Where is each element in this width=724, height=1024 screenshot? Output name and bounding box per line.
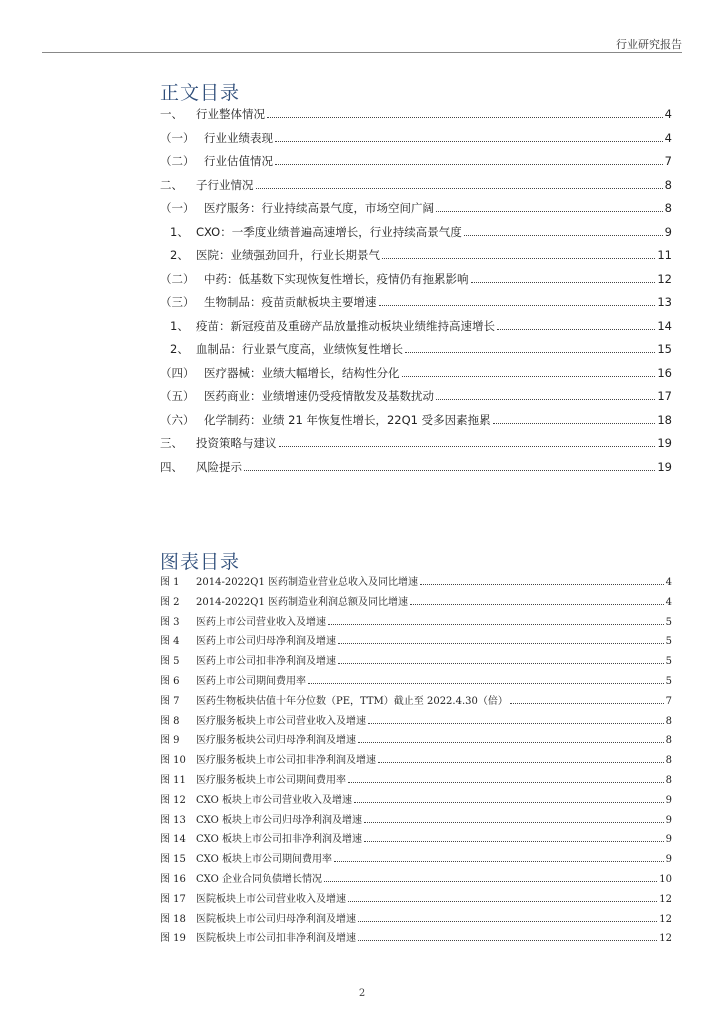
toc-entry-number: （四） [160, 365, 195, 380]
figure-entry-number: 图 3 [160, 616, 180, 628]
toc-entry-number: （二） [160, 154, 195, 168]
dot-leader [358, 921, 657, 922]
figure-entry-page: 8 [665, 715, 672, 727]
toc-entry-text: 血制品：行业景气度高，业绩恢复性增长 [196, 342, 403, 356]
toc-entry-page: 19 [657, 436, 672, 450]
figure-entry[interactable] [160, 791, 672, 811]
figure-entry[interactable] [160, 632, 672, 652]
dot-leader [405, 352, 655, 353]
toc-entry-text: 医疗服务：行业持续高景气度，市场空间广阔 [204, 201, 434, 215]
figure-entry-number: 图 15 [160, 854, 186, 866]
toc-entry[interactable] [160, 459, 672, 483]
figure-entry-text: 2014-2022Q1 医药制造业利润总额及同比增速 [196, 596, 409, 608]
figure-entry[interactable] [160, 850, 672, 870]
dot-leader [275, 164, 663, 165]
toc-entry-page: 18 [657, 412, 672, 427]
toc-entry-text: 行业估值情况 [204, 154, 273, 168]
dot-leader [379, 305, 656, 306]
toc-entry-text: 投资策略与建议 [196, 436, 277, 450]
figure-entry-page: 4 [665, 577, 672, 588]
toc-entry-page: 8 [664, 177, 672, 192]
figure-entry-text: 医疗服务板块公司归母净利润及增速 [196, 735, 356, 747]
toc-entry-number: 三、 [160, 436, 183, 450]
toc-list [160, 106, 672, 482]
figure-entry-page: 7 [665, 695, 672, 707]
figure-entry[interactable] [160, 929, 672, 949]
toc-entry-number: 二、 [160, 177, 183, 192]
toc-entry-number: （一） [160, 130, 195, 145]
header-divider [42, 52, 682, 53]
figure-entry[interactable] [160, 692, 672, 712]
figure-entry-text: CXO 板块上市公司期间费用率 [196, 854, 332, 866]
figure-entry-number: 图 19 [160, 933, 186, 945]
toc-entry-page: 8 [664, 201, 672, 215]
toc-entry-page: 4 [664, 130, 672, 145]
figure-entry-text: 医院板块上市公司扣非净利润及增速 [196, 933, 356, 945]
toc-entry-text: 生物制品：疫苗贡献板块主要增速 [204, 295, 377, 309]
dot-leader [354, 802, 664, 803]
dot-leader [510, 703, 664, 704]
toc-entry[interactable] [160, 294, 672, 318]
dot-leader [275, 141, 663, 142]
figure-entry-page: 5 [665, 616, 672, 628]
dot-leader [364, 822, 664, 823]
toc-entry-page: 11 [657, 248, 672, 262]
toc-entry-page: 15 [657, 342, 672, 356]
dot-leader [348, 901, 657, 902]
dot-leader [410, 604, 664, 605]
dot-leader [497, 329, 655, 330]
toc-entry-page: 17 [657, 389, 672, 403]
dot-leader [328, 624, 664, 625]
dot-leader [279, 446, 656, 447]
figure-entry-text: 医院板块上市公司营业收入及增速 [196, 893, 346, 905]
figure-entry-text: 医药上市公司期间费用率 [196, 675, 306, 687]
figure-entry-page: 5 [665, 636, 672, 648]
toc-entry-page: 13 [657, 295, 672, 309]
dot-leader [382, 258, 655, 259]
figure-entry[interactable] [160, 672, 672, 692]
figure-entry[interactable] [160, 731, 672, 751]
toc-entry-number: 1、 [170, 224, 189, 239]
toc-entry-number: （二） [160, 271, 195, 286]
figure-entry-text: CXO 企业合同负债增长情况 [196, 873, 322, 885]
toc-entry-text: 风险提示 [196, 459, 242, 474]
dot-leader [436, 211, 663, 212]
dot-leader [364, 841, 664, 842]
figure-entry-page: 12 [659, 893, 672, 905]
dot-leader [348, 782, 664, 783]
toc-entry-page: 9 [664, 224, 672, 239]
toc-entry[interactable] [160, 341, 672, 365]
toc-entry-number: （六） [160, 412, 195, 427]
toc-entry-number: （三） [160, 295, 195, 309]
figure-entry-number: 图 7 [160, 695, 180, 707]
figure-entry-text: CXO 板块上市公司归母净利润及增速 [196, 814, 362, 826]
toc-entry-text: 子行业情况 [196, 177, 254, 192]
toc-entry[interactable] [160, 224, 672, 248]
toc-entry-page: 12 [657, 271, 672, 286]
dot-leader [256, 188, 663, 189]
figure-entry-page: 12 [659, 913, 672, 925]
toc-entry-text: 化学制药：业绩 21 年恢复性增长，22Q1 受多因素拖累 [204, 412, 491, 427]
dot-leader [420, 584, 664, 585]
figure-entry[interactable] [160, 613, 672, 633]
figure-entry-number: 图 10 [160, 755, 186, 767]
figure-entry-text: 医药上市公司营业收入及增速 [196, 616, 326, 628]
toc-entry[interactable] [160, 200, 672, 224]
toc-entry-text: 医药商业：业绩增速仍受疫情散发及基数扰动 [204, 389, 434, 403]
page-number: 2 [358, 988, 366, 999]
figure-entry-page: 9 [665, 794, 672, 806]
figure-entry[interactable] [160, 870, 672, 890]
toc-entry[interactable] [160, 388, 672, 412]
dot-leader [267, 117, 663, 118]
toc-entry[interactable] [160, 153, 672, 177]
dot-leader [244, 470, 655, 471]
dot-leader [368, 723, 664, 724]
toc-entry-text: 医院：业绩强劲回升，行业长期景气 [196, 248, 380, 262]
toc-entry[interactable] [160, 318, 672, 342]
figure-entry[interactable] [160, 751, 672, 771]
figure-entry-text: 医疗服务板块上市公司期间费用率 [196, 774, 346, 786]
figure-entry-page: 8 [665, 774, 672, 786]
toc-entry[interactable] [160, 435, 672, 459]
figure-entry-number: 图 12 [160, 794, 186, 806]
dot-leader [358, 742, 664, 743]
figure-entry-number: 图 14 [160, 834, 186, 846]
figure-entry-number: 图 8 [160, 715, 180, 727]
figure-entry-number: 图 4 [160, 636, 180, 648]
figure-entry-text: 医药上市公司扣非净利润及增速 [196, 656, 336, 668]
toc-entry-number: 1、 [170, 318, 189, 333]
figure-entry-page: 9 [665, 814, 672, 826]
figure-entry-text: CXO 板块上市公司扣非净利润及增速 [196, 834, 362, 846]
toc-entry-text: 医疗器械：业绩大幅增长，结构性分化 [204, 365, 400, 380]
figure-entry-number: 图 5 [160, 656, 180, 668]
figure-entry[interactable] [160, 771, 672, 791]
toc-entry[interactable] [160, 271, 672, 295]
dot-leader [358, 940, 657, 941]
figure-entry-text: 医疗服务板块上市公司扣非净利润及增速 [196, 755, 376, 767]
figure-entry-page: 4 [665, 596, 672, 608]
dot-leader [338, 663, 664, 664]
figure-entry-number: 图 6 [160, 675, 180, 687]
figure-entry-page: 5 [665, 675, 672, 687]
figure-entry-text: 2014-2022Q1 医药制造业营业总收入及同比增速 [196, 577, 419, 588]
figure-entry[interactable] [160, 573, 672, 593]
figure-entry-page: 9 [665, 834, 672, 846]
dot-leader [324, 881, 657, 882]
figure-entry[interactable] [160, 712, 672, 732]
figure-entry-number: 图 9 [160, 735, 180, 747]
figure-entry-page: 10 [659, 873, 672, 885]
dot-leader [464, 235, 663, 236]
figure-entry-number: 图 16 [160, 873, 186, 885]
figure-entry-page: 8 [665, 755, 672, 767]
toc-entry-page: 19 [657, 459, 672, 474]
figure-entry-number: 图 18 [160, 913, 186, 925]
toc-entry[interactable] [160, 177, 672, 201]
toc-entry-page: 14 [657, 318, 672, 333]
toc-entry-number: （五） [160, 389, 195, 403]
figure-entry-number: 图 1 [160, 577, 180, 588]
toc-entry-text: 疫苗：新冠疫苗及重磅产品放量推动板块业绩维持高速增长 [196, 318, 495, 333]
toc-entry[interactable] [160, 247, 672, 271]
toc-entry-text: 行业业绩表现 [204, 130, 273, 145]
toc-entry-text: 中药：低基数下实现恢复性增长，疫情仍有拖累影响 [204, 271, 469, 286]
toc-title: 正文目录 [160, 82, 241, 104]
figure-entry-number: 图 2 [160, 596, 180, 608]
figure-entry[interactable] [160, 593, 672, 613]
figures-title: 图表目录 [160, 551, 241, 573]
dot-leader [338, 643, 664, 644]
toc-entry[interactable] [160, 130, 672, 154]
figure-entry[interactable] [160, 910, 672, 930]
figure-entry-page: 5 [665, 656, 672, 668]
dot-leader [308, 683, 664, 684]
figure-entry-number: 图 11 [160, 774, 186, 786]
dot-leader [378, 762, 664, 763]
toc-entry-page: 16 [657, 365, 672, 380]
figure-entry[interactable] [160, 652, 672, 672]
figure-entry-text: CXO 板块上市公司营业收入及增速 [196, 794, 352, 806]
figure-entry[interactable] [160, 830, 672, 850]
toc-entry-page: 4 [664, 107, 672, 121]
dot-leader [436, 399, 655, 400]
figure-entry-page: 8 [665, 735, 672, 747]
figure-entry-page: 12 [659, 933, 672, 945]
toc-entry-number: 2、 [170, 248, 189, 262]
figure-entry-page: 9 [665, 854, 672, 866]
figure-entry-text: 医院板块上市公司归母净利润及增速 [196, 913, 356, 925]
figure-list [160, 573, 672, 949]
toc-entry-number: 四、 [160, 459, 183, 474]
toc-entry-number: 2、 [170, 342, 189, 356]
toc-entry-text: 行业整体情况 [196, 107, 265, 121]
toc-entry-number: （一） [160, 201, 195, 215]
toc-entry-text: CXO：一季度业绩普遍高速增长，行业持续高景气度 [196, 224, 462, 239]
dot-leader [334, 861, 664, 862]
toc-entry[interactable] [160, 106, 672, 130]
dot-leader [402, 376, 656, 377]
toc-entry-number: 一、 [160, 107, 183, 121]
figure-entry[interactable] [160, 811, 672, 831]
report-header-title: 行业研究报告 [616, 38, 682, 51]
figure-entry-text: 医药上市公司归母净利润及增速 [196, 636, 336, 648]
figure-entry[interactable] [160, 890, 672, 910]
figure-entry-text: 医药生物板块估值十年分位数（PE，TTM）截止至 2022.4.30（倍） [196, 695, 508, 707]
toc-entry[interactable] [160, 365, 672, 389]
figure-entry-text: 医疗服务板块上市公司营业收入及增速 [196, 715, 366, 727]
figure-entry-number: 图 13 [160, 814, 186, 826]
dot-leader [471, 282, 656, 283]
figure-entry-number: 图 17 [160, 893, 186, 905]
toc-entry-page: 7 [664, 154, 672, 168]
toc-entry[interactable] [160, 412, 672, 436]
dot-leader [493, 423, 656, 424]
